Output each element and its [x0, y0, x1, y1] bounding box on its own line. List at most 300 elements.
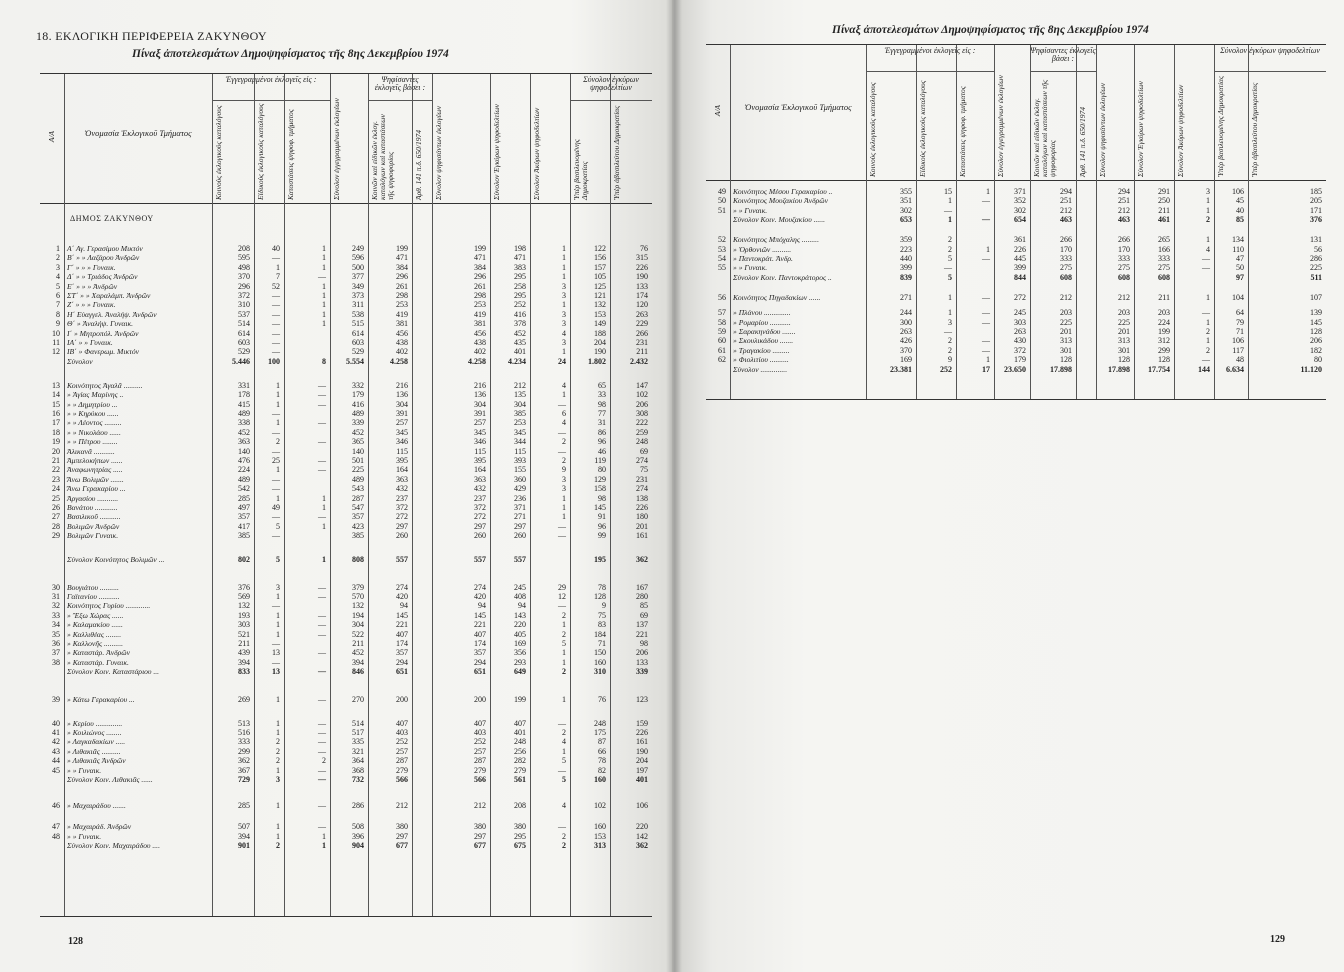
cell-value: 33: [598, 390, 606, 400]
cell-value: 351: [900, 196, 912, 206]
cell-value: 98: [598, 493, 606, 503]
cell-value: 56: [1314, 244, 1322, 254]
cell-value: 80: [1314, 355, 1322, 365]
cell-value: 258: [514, 281, 526, 291]
cell-value: 31: [598, 418, 606, 428]
cell-value: 167: [636, 582, 648, 592]
cell-value: 401: [636, 775, 648, 784]
table-total-row: [40, 667, 652, 677]
cell-value: —: [318, 582, 326, 592]
cell-value: 405: [514, 629, 526, 639]
cell-value: 77: [598, 409, 606, 418]
cell-value: 833: [238, 667, 250, 677]
cell-value: 144: [1198, 364, 1210, 374]
cell-value: —: [558, 427, 566, 437]
cell-value: 2: [948, 244, 952, 254]
cell-value: 244: [900, 308, 912, 318]
book-gutter: [666, 0, 682, 972]
cell-value: —: [318, 399, 326, 409]
header-group-voted: Ψηφίσαντες ἐκλογεῖς βάσει :: [374, 75, 426, 92]
row-number: 43: [52, 746, 60, 756]
cell-value: 212: [474, 801, 486, 810]
cell-value: 402: [474, 347, 486, 357]
cell-value: 4: [562, 801, 566, 810]
cell-value: 298: [396, 291, 408, 300]
cell-value: 98: [598, 399, 606, 409]
cell-value: 839: [900, 272, 912, 282]
station-name: » Παντοκράτ. Ἀνδρ.: [733, 254, 793, 263]
cell-value: 1.802: [588, 356, 606, 366]
row-number: 24: [52, 484, 60, 494]
header-col-total-registered: Σύνολον ἐγγεγραμμένων ἐκλογέων: [332, 98, 341, 200]
cell-value: —: [318, 695, 326, 705]
cell-value: 9: [602, 601, 606, 611]
cell-value: —: [982, 336, 990, 346]
cell-value: 566: [474, 775, 486, 784]
cell-value: 498: [238, 262, 250, 272]
cell-value: 195: [594, 554, 606, 564]
cell-value: 383: [514, 262, 526, 272]
cell-value: —: [272, 300, 280, 310]
cell-value: 285: [238, 493, 250, 503]
station-name: Σύνολον Κοιν. Καταστάριου ...: [67, 667, 160, 677]
cell-value: 1: [322, 554, 326, 564]
cell-value: 285: [238, 801, 250, 810]
cell-value: 471: [396, 253, 408, 263]
cell-value: 231: [636, 474, 648, 484]
cell-value: 203: [1158, 308, 1170, 318]
cell-value: 1: [276, 801, 280, 810]
cell-value: 272: [474, 512, 486, 522]
cell-value: 1: [1206, 196, 1210, 206]
cell-value: 249: [352, 244, 364, 253]
cell-value: 372: [474, 503, 486, 512]
cell-value: 185: [1310, 187, 1322, 196]
station-name: Βασιλικοῦ ...........: [67, 512, 121, 522]
station-name: » Λιθακιᾶς Ἀνδρῶν: [67, 756, 126, 766]
cell-value: 17.754: [1148, 364, 1170, 374]
cell-value: —: [272, 347, 280, 357]
row-number: 28: [52, 521, 60, 531]
cell-value: 184: [594, 629, 606, 639]
cell-value: 297: [514, 521, 526, 531]
cell-value: 4: [1206, 244, 1210, 254]
cell-value: 302: [900, 205, 912, 215]
cell-value: 372: [1014, 345, 1026, 355]
cell-value: 396: [352, 831, 364, 841]
cell-value: 2: [562, 667, 566, 677]
cell-value: 1: [276, 262, 280, 272]
cell-value: 1: [322, 262, 326, 272]
header-col-republic: Ὑπὲρ βασιλευομένης Δημοκρατίας: [1216, 75, 1225, 177]
cell-value: 107: [1310, 292, 1322, 302]
cell-value: 614: [238, 328, 250, 338]
cell-value: —: [318, 610, 326, 620]
cell-value: 297: [396, 521, 408, 531]
cell-value: 426: [900, 336, 912, 346]
cell-value: 119: [594, 456, 606, 465]
cell-value: 5: [948, 254, 952, 263]
cell-value: 199: [474, 244, 486, 253]
table-row: [40, 531, 652, 541]
cell-value: 2: [948, 345, 952, 355]
cell-value: 302: [1014, 205, 1026, 215]
row-number: 30: [52, 582, 60, 592]
cell-value: 649: [514, 667, 526, 677]
cell-value: 1: [1206, 336, 1210, 346]
cell-value: 11.120: [1300, 364, 1322, 374]
cell-value: 299: [1158, 345, 1170, 355]
cell-value: 252: [514, 300, 526, 310]
cell-value: 430: [1014, 336, 1026, 346]
cell-value: 297: [396, 831, 408, 841]
station-name: » Καλαμακίου ......: [67, 620, 123, 630]
cell-value: 407: [514, 718, 526, 728]
cell-value: 110: [1232, 244, 1244, 254]
cell-value: 2: [562, 437, 566, 447]
station-name: » Λαγκαδακίων .....: [67, 737, 126, 747]
cell-value: —: [318, 667, 326, 677]
cell-value: 1: [322, 291, 326, 300]
cell-value: 1: [562, 512, 566, 522]
cell-value: 65: [598, 380, 606, 390]
cell-value: 96: [598, 437, 606, 447]
cell-value: 471: [514, 253, 526, 263]
cell-value: —: [318, 465, 326, 475]
station-name: » Σαρακηνάδου .......: [733, 327, 796, 336]
cell-value: 357: [238, 512, 250, 522]
cell-value: 245: [1014, 308, 1026, 318]
cell-value: 76: [598, 695, 606, 705]
cell-value: 1: [562, 272, 566, 282]
cell-value: 3: [562, 484, 566, 494]
cell-value: 201: [636, 521, 648, 531]
cell-value: 274: [636, 484, 648, 494]
cell-value: 212: [514, 380, 526, 390]
cell-value: 13: [272, 648, 280, 658]
cell-value: 5.554: [346, 356, 364, 366]
cell-value: 29: [558, 582, 566, 592]
cell-value: 132: [238, 601, 250, 611]
cell-value: 157: [594, 262, 606, 272]
station-name: Βουγιάτου ..........: [67, 582, 119, 592]
cell-value: 164: [396, 465, 408, 475]
cell-value: 304: [352, 620, 364, 630]
cell-value: 419: [396, 309, 408, 319]
cell-value: 3: [562, 474, 566, 484]
cell-value: 220: [636, 822, 648, 832]
header-group-valid: Σύνολον ἐγκύρων ψηφοδελτίων: [1220, 46, 1320, 55]
cell-value: —: [272, 253, 280, 263]
row-number: 8: [56, 309, 60, 319]
cell-value: 102: [636, 390, 648, 400]
cell-value: 547: [352, 503, 364, 512]
cell-value: 206: [1310, 336, 1322, 346]
row-number: 56: [718, 292, 726, 302]
cell-value: 200: [474, 695, 486, 705]
cell-value: 489: [238, 409, 250, 418]
row-number: 9: [56, 319, 60, 329]
cell-value: 78: [598, 756, 606, 766]
row-number: 13: [52, 380, 60, 390]
cell-value: —: [318, 456, 326, 465]
cell-value: 651: [396, 667, 408, 677]
cell-value: 280: [636, 592, 648, 601]
cell-value: 1: [322, 300, 326, 310]
cell-value: 420: [474, 592, 486, 601]
cell-value: 675: [514, 841, 526, 851]
row-number: 1: [56, 244, 60, 253]
cell-value: 2: [562, 831, 566, 841]
row-number: 11: [52, 338, 60, 347]
cell-value: 514: [352, 718, 364, 728]
row-number: 47: [52, 822, 60, 832]
cell-value: 263: [636, 309, 648, 319]
cell-value: 1: [276, 765, 280, 775]
cell-value: —: [944, 263, 952, 273]
cell-value: 212: [1060, 292, 1072, 302]
table-header: [706, 45, 1326, 181]
cell-value: 407: [474, 629, 486, 639]
cell-value: 5: [948, 272, 952, 282]
cell-value: 137: [636, 620, 648, 630]
cell-value: 87: [598, 737, 606, 747]
cell-value: 106: [1232, 187, 1244, 196]
cell-value: 1: [562, 262, 566, 272]
cell-value: 236: [514, 493, 526, 503]
row-number: 17: [52, 418, 60, 428]
cell-value: 570: [352, 592, 364, 601]
cell-value: 205: [1310, 196, 1322, 206]
cell-value: —: [982, 254, 990, 263]
cell-value: 1: [322, 253, 326, 263]
cell-value: 257: [396, 746, 408, 756]
cell-value: 346: [396, 437, 408, 447]
station-name: Σύνολον Κοιν. Μαχαιράδου ....: [67, 841, 160, 851]
cell-value: 253: [514, 418, 526, 428]
cell-value: 296: [474, 272, 486, 282]
cell-value: 370: [900, 345, 912, 355]
cell-value: 85: [1236, 215, 1244, 225]
cell-value: 507: [238, 822, 250, 832]
station-name: Κοινότητος Μπόχαλης .........: [733, 235, 819, 245]
cell-value: 529: [238, 347, 250, 357]
cell-value: 203: [1118, 308, 1130, 318]
row-number: 19: [52, 437, 60, 447]
cell-value: 5: [276, 554, 280, 564]
cell-value: 1: [276, 399, 280, 409]
cell-value: 345: [474, 427, 486, 437]
station-name: Θ΄ » Ἀναλήψ. Γυναικ.: [67, 319, 133, 329]
cell-value: 407: [396, 629, 408, 639]
cell-value: 608: [1060, 272, 1072, 282]
cell-value: 4: [562, 328, 566, 338]
row-number: 50: [718, 196, 726, 206]
cell-value: 543: [352, 484, 364, 494]
cell-value: 274: [636, 456, 648, 465]
cell-value: 362: [238, 756, 250, 766]
cell-value: 372: [238, 291, 250, 300]
header-col-democracy: Ὑπὲρ ἀβασιλεύτου Δημοκρατίας: [1250, 82, 1259, 177]
header-col-general: Κοινοὺς ἐκλογικοὺς καταλόγους: [868, 82, 877, 177]
row-number: 6: [56, 291, 60, 300]
row-number: 15: [52, 399, 60, 409]
cell-value: 355: [900, 187, 912, 196]
cell-value: 260: [474, 531, 486, 541]
cell-value: —: [318, 728, 326, 737]
cell-value: 401: [514, 347, 526, 357]
table-header: [40, 74, 652, 204]
cell-value: 333: [1118, 254, 1130, 263]
header-col-general: Κοινοὺς ἐκλογικοὺς καταλόγους: [214, 105, 223, 200]
cell-value: 143: [514, 610, 526, 620]
cell-value: 200: [396, 695, 408, 705]
cell-value: 381: [396, 319, 408, 329]
cell-value: 339: [636, 667, 648, 677]
station-name: Βανάτου ............: [67, 503, 118, 512]
cell-value: 1: [986, 355, 990, 365]
cell-value: 651: [474, 667, 486, 677]
cell-value: 385: [238, 531, 250, 541]
cell-value: 1: [562, 648, 566, 658]
cell-value: —: [272, 291, 280, 300]
station-name: ΣΤ΄ » » Χαραλάμπ. Ἀνδρῶν: [67, 291, 151, 300]
cell-value: 49: [272, 503, 280, 512]
cell-value: 379: [352, 582, 364, 592]
cell-value: 416: [352, 399, 364, 409]
cell-value: 1: [562, 390, 566, 400]
cell-value: 260: [396, 531, 408, 541]
station-name: » Πλάνου ..............: [733, 308, 791, 318]
cell-value: 169: [900, 355, 912, 365]
cell-value: 6: [562, 409, 566, 418]
cell-value: 171: [1310, 205, 1322, 215]
cell-value: 385: [514, 409, 526, 418]
cell-value: 252: [474, 737, 486, 747]
cell-value: 304: [514, 399, 526, 409]
cell-value: 384: [474, 262, 486, 272]
cell-value: 132: [352, 601, 364, 611]
cell-value: 71: [598, 639, 606, 648]
cell-value: —: [558, 765, 566, 775]
station-name: ΙΑ΄ » » Γυναικ.: [67, 338, 113, 347]
cell-value: 3: [276, 775, 280, 784]
header-col-republic: Ὑπὲρ βασιλευομένης Δημοκρατίας: [572, 139, 589, 200]
cell-value: 287: [352, 493, 364, 503]
cell-value: 1: [322, 309, 326, 319]
cell-value: 182: [1310, 345, 1322, 355]
cell-value: 489: [238, 474, 250, 484]
cell-value: 160: [594, 822, 606, 832]
row-number: 54: [718, 254, 726, 263]
station-name: Ἀναφωνητρίας .....: [67, 465, 123, 475]
cell-value: 419: [474, 309, 486, 319]
station-name: Ἀμπελοκήπων ......: [67, 456, 123, 465]
cell-value: 368: [352, 765, 364, 775]
cell-value: 394: [238, 831, 250, 841]
cell-value: —: [272, 328, 280, 338]
cell-value: 211: [636, 347, 648, 357]
cell-value: 115: [474, 446, 486, 456]
cell-value: 170: [1118, 244, 1130, 254]
row-number: 21: [52, 456, 60, 465]
cell-value: 275: [1158, 263, 1170, 273]
cell-value: 76: [640, 244, 648, 253]
cell-value: 91: [598, 512, 606, 522]
cell-value: 248: [594, 718, 606, 728]
cell-value: 216: [396, 380, 408, 390]
cell-value: 199: [514, 695, 526, 705]
cell-value: —: [272, 446, 280, 456]
cell-value: 522: [352, 629, 364, 639]
row-number: 46: [52, 801, 60, 810]
cell-value: —: [1202, 355, 1210, 365]
cell-value: —: [318, 718, 326, 728]
cell-value: 1: [276, 629, 280, 639]
cell-value: 179: [1014, 355, 1026, 365]
cell-value: 2: [276, 737, 280, 747]
cell-value: 1: [276, 831, 280, 841]
header-col-blank: Σύνολον Ἀκύρων ψηφοδελτίων: [1176, 84, 1185, 177]
cell-value: 145: [594, 503, 606, 512]
cell-value: 380: [396, 822, 408, 832]
results-table-right: [706, 44, 1326, 400]
row-number: 5: [56, 281, 60, 291]
cell-value: 226: [636, 728, 648, 737]
cell-value: 297: [474, 831, 486, 841]
cell-value: 159: [636, 718, 648, 728]
cell-value: 365: [352, 437, 364, 447]
cell-value: 346: [474, 437, 486, 447]
cell-value: 206: [636, 648, 648, 658]
cell-value: 145: [396, 610, 408, 620]
cell-value: —: [558, 399, 566, 409]
group-rule: [570, 100, 652, 101]
row-number: 53: [718, 244, 726, 254]
row-number: 48: [52, 831, 60, 841]
cell-value: 304: [396, 399, 408, 409]
right-page: [672, 0, 1344, 972]
cell-value: 222: [636, 418, 648, 428]
cell-value: —: [318, 775, 326, 784]
cell-value: 250: [1158, 196, 1170, 206]
cell-value: 138: [636, 493, 648, 503]
cell-value: 251: [1060, 196, 1072, 206]
group-rule: [1214, 71, 1326, 72]
cell-value: 802: [238, 554, 250, 564]
header-group-valid: Σύνολον ἐγκύρων ψηφοδελτίων: [583, 75, 639, 92]
cell-value: —: [272, 409, 280, 418]
header-col-special: Εἰδικοὺς ἐκλογικοὺς καταλόγους: [918, 80, 927, 177]
station-name: Βολιμῶν Γυναικ.: [67, 531, 119, 541]
cell-value: —: [318, 592, 326, 601]
cell-value: 561: [514, 775, 526, 784]
cell-value: 275: [1060, 263, 1072, 273]
cell-value: 357: [396, 648, 408, 658]
cell-value: 497: [238, 503, 250, 512]
cell-value: 361: [1014, 235, 1026, 245]
cell-value: —: [272, 484, 280, 494]
cell-value: 122: [594, 244, 606, 253]
cell-value: 2: [562, 728, 566, 737]
cell-value: 164: [474, 465, 486, 475]
cell-value: 489: [352, 409, 364, 418]
cell-value: 557: [474, 554, 486, 564]
station-name: Ἄνω Γερακαρίου ...: [67, 484, 126, 494]
cell-value: 149: [594, 319, 606, 329]
station-name: Ε΄ » » » Ἀνδρῶν: [67, 281, 118, 291]
cell-value: 1: [562, 657, 566, 667]
